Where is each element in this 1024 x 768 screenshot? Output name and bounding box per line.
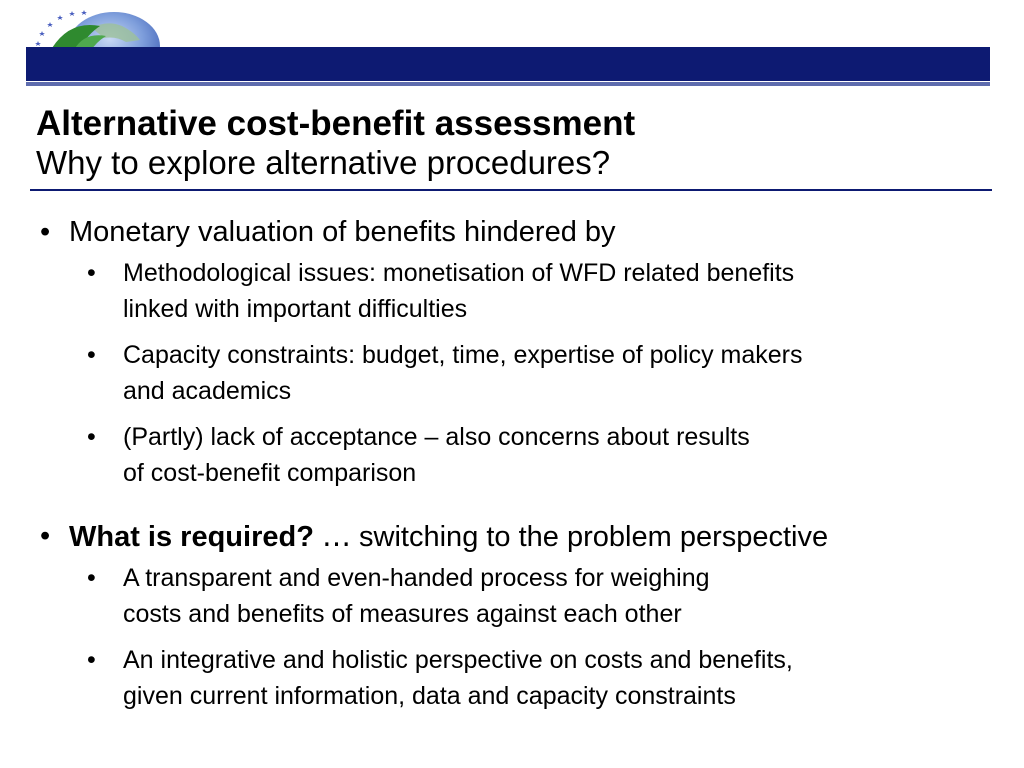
bullet-glyph: • xyxy=(40,520,51,552)
sub-bullet-transparent-process xyxy=(36,560,996,632)
title-divider xyxy=(30,189,992,191)
bullet-text: A transparent and even-handed process for weighing xyxy=(123,564,710,592)
bullet-text: An integrative and holistic perspective on costs and benefits, xyxy=(123,646,793,674)
bullet-rest-text: switching to the problem perspective xyxy=(359,521,829,553)
bullet-text xyxy=(69,519,996,554)
bullet-text: costs and benefits of measures against each other xyxy=(123,600,682,628)
bullet-glyph: • xyxy=(87,259,96,287)
bullet-glyph: • xyxy=(87,564,96,592)
sub-bullet-methodological xyxy=(36,255,996,327)
ellipsis-text: … xyxy=(321,519,351,553)
bullet-what-is-required xyxy=(36,519,996,554)
bullet-glyph: • xyxy=(87,646,96,674)
bullet-text: Monetary valuation of benefits hindered by xyxy=(69,216,616,248)
bullet-monetary-valuation xyxy=(36,215,996,249)
bullet-text: Capacity constraints: budget, time, expertise of policy makers xyxy=(123,341,803,369)
bullet-text: Methodological issues: monetisation of WFD related benefits xyxy=(123,259,795,287)
bullet-text: given current information, data and capacity constraints xyxy=(123,682,736,710)
slide-title: Alternative cost-benefit assessment xyxy=(36,104,636,143)
bullet-text: and academics xyxy=(123,377,292,405)
bullet-text: linked with important difficulties xyxy=(123,295,468,323)
bullet-text: (Partly) lack of acceptance – also concerns about results xyxy=(123,423,750,451)
bullet-glyph: • xyxy=(87,423,96,451)
slide-content xyxy=(36,215,996,714)
logo xyxy=(22,6,202,52)
bullet-glyph: • xyxy=(40,216,51,248)
sub-bullet-acceptance xyxy=(36,419,996,491)
bullet-bold-text: What is required? xyxy=(69,521,314,553)
header-accent-line xyxy=(26,82,990,86)
bullet-text: of cost-benefit comparison xyxy=(123,459,417,487)
sub-bullet-integrative-perspective xyxy=(36,642,996,714)
bullet-glyph: • xyxy=(87,341,96,369)
slide-subtitle: Why to explore alternative procedures? xyxy=(36,144,611,181)
header-band xyxy=(26,47,990,81)
sub-bullet-capacity xyxy=(36,337,996,409)
eu-stars-globe-leaf-icon xyxy=(22,6,202,52)
title-block xyxy=(36,104,996,182)
